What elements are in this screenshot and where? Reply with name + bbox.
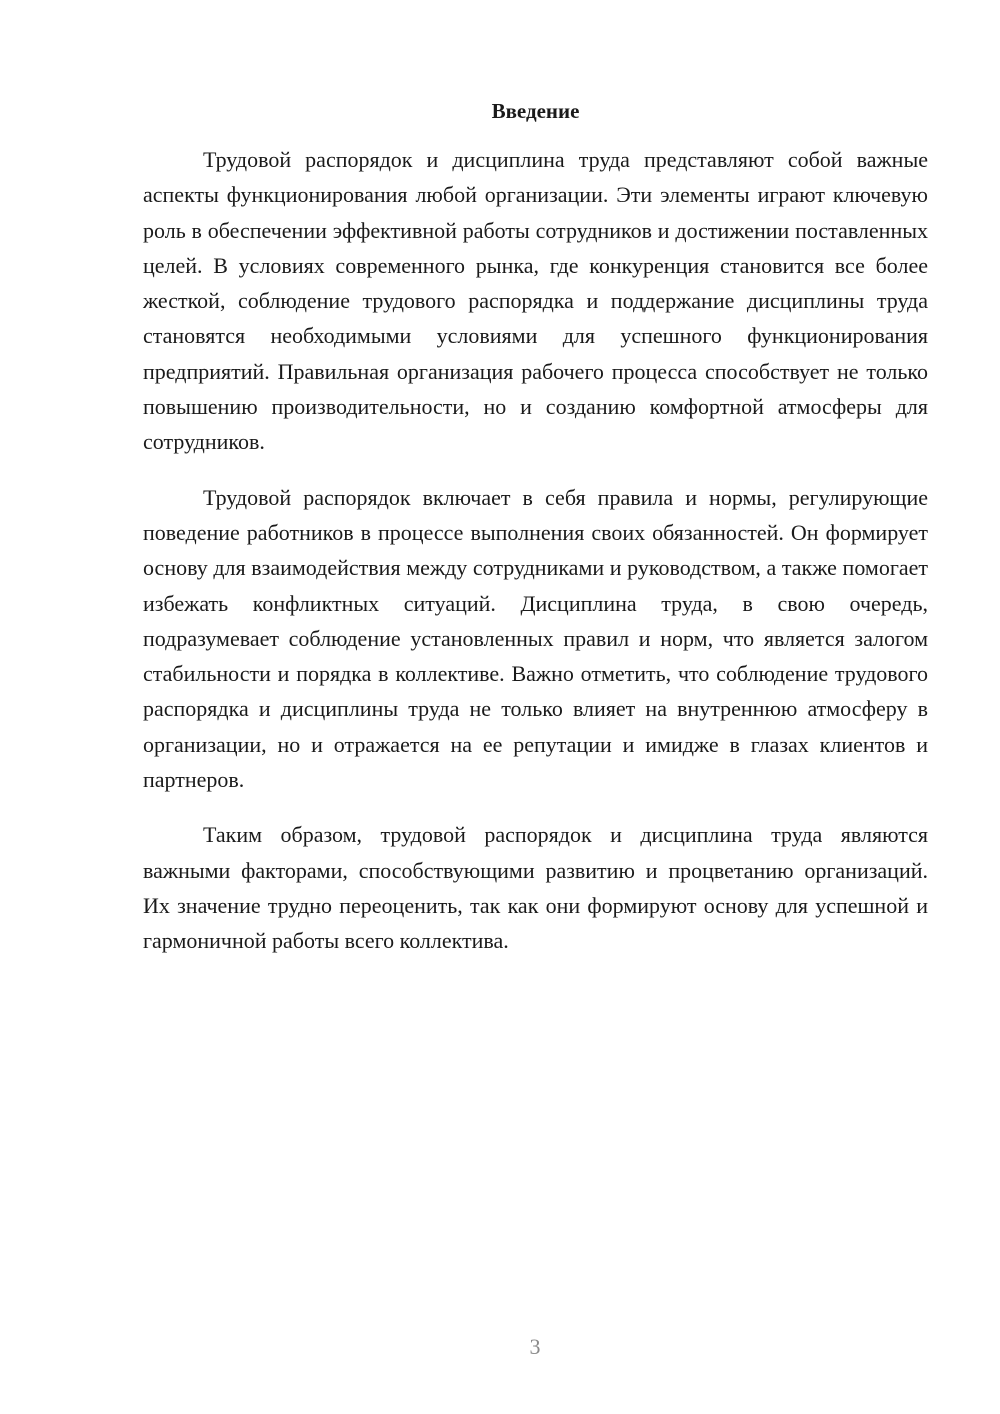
page-content [143, 96, 928, 979]
paragraph-1: Трудовой распорядок и дисциплина труда представляют собой важные аспекты функционирования любой организации. Эти элементы играют ключевую роль в обеспечении эффективной работы сотрудников и достижении поставленных целей. В условиях современного рынка, где конкуренция становится все более жесткой, соблюдение трудового распорядка и поддержание дисциплины труда становятся необходимыми условиями для успешного функционирования предприятий. Правильная организация рабочего процесса способствует не только повышению производительности, но и созданию комфортной атмосферы для сотрудников. [143, 147, 928, 455]
page-number: 3 [529, 1334, 541, 1359]
paragraph-2: Трудовой распорядок включает в себя правила и нормы, регулирующие поведение работников в процессе выполнения своих обязанностей. Он формирует основу для взаимодействия между сотрудниками и руководством, а также помогает избежать конфликтных ситуаций. Дисциплина труда, в свою очередь, подразумевает соблюдение установленных правил и норм, что является залогом стабильности и порядка в коллективе. Важно отметить, что соблюдение трудового распорядка и дисциплины труда не только влияет на внутреннюю атмосферу в организации, но и отражается на ее репутации и имидже в глазах клиентов и партнеров. [143, 484, 928, 793]
page-title: Введение [491, 99, 580, 123]
paragraph-3: Таким образом, трудовой распорядок и дисциплина труда являются важными факторами, способствующими развитию и процветанию организаций. Их значение трудно переоценить, так как они формируют основу для успешной и гармоничной работы всего коллектива. [143, 822, 928, 954]
